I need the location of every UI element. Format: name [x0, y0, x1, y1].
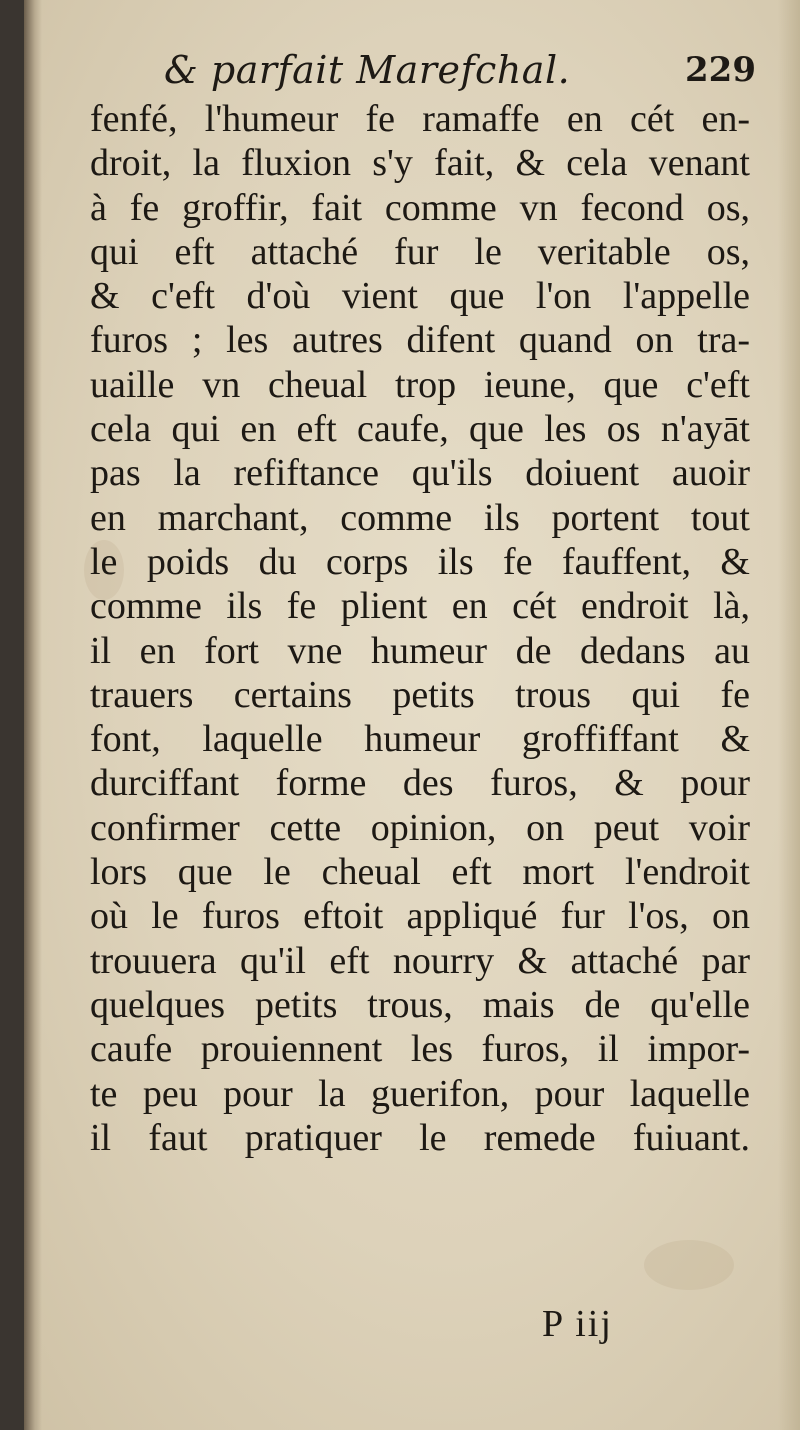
text-line: il faut pratiquer le remede fuiuant. [90, 1116, 750, 1159]
text-line: le poids du corps ils fe fauffent, & [90, 540, 750, 583]
text-line: il en fort vne humeur de dedans au [90, 629, 750, 672]
book-page [24, 0, 800, 1430]
running-head: & parfait Marefchal. [164, 48, 571, 92]
text-line: comme ils fe plient en cét endroit là, [90, 585, 750, 628]
text-line: cela qui en eft caufe, que les os n'ayāt [90, 408, 750, 451]
text-line: qui eft attaché fur le veritable os, [90, 230, 750, 273]
text-line: durciffant forme des furos, & pour [90, 762, 750, 805]
text-line: confirmer cette opinion, on peut voir [90, 806, 750, 849]
text-line: où le furos eftoit appliqué fur l'os, on [90, 895, 750, 938]
text-line: trouuera qu'il eft nourry & attaché par [90, 939, 750, 982]
text-line: caufe prouiennent les furos, il impor- [90, 1028, 750, 1071]
text-line: en marchant, comme ils portent tout [90, 496, 750, 539]
page-header [164, 48, 764, 98]
text-line: lors que le cheual eft mort l'endroit [90, 851, 750, 894]
text-line: fenfé, l'humeur fe ramaffe en cét en- [90, 98, 750, 140]
text-line: font, laquelle humeur groffiffant & [90, 718, 750, 761]
text-line: & c'eft d'où vient que l'on l'appelle [90, 275, 750, 318]
text-line: uaille vn cheual trop ieune, que c'eft [90, 363, 750, 406]
text-line: furos ; les autres difent quand on tra- [90, 319, 750, 362]
body-text [90, 97, 750, 1160]
text-line: trauers certains petits trous qui fe [90, 673, 750, 716]
text-line: à fe groffir, fait comme vn fecond os, [90, 186, 750, 229]
page-gutter [24, 0, 42, 1430]
page-edge [778, 0, 800, 1430]
page-number: 229 [685, 50, 756, 90]
paper-stain [644, 1240, 734, 1290]
signature-mark: P iij [542, 1303, 613, 1345]
text-line: te peu pour la guerifon, pour laquelle [90, 1072, 750, 1115]
text-line: quelques petits trous, mais de qu'elle [90, 983, 750, 1026]
text-line: droit, la fluxion s'y fait, & cela venant [90, 142, 750, 185]
text-line: pas la refiftance qu'ils doiuent auoir [90, 452, 750, 495]
